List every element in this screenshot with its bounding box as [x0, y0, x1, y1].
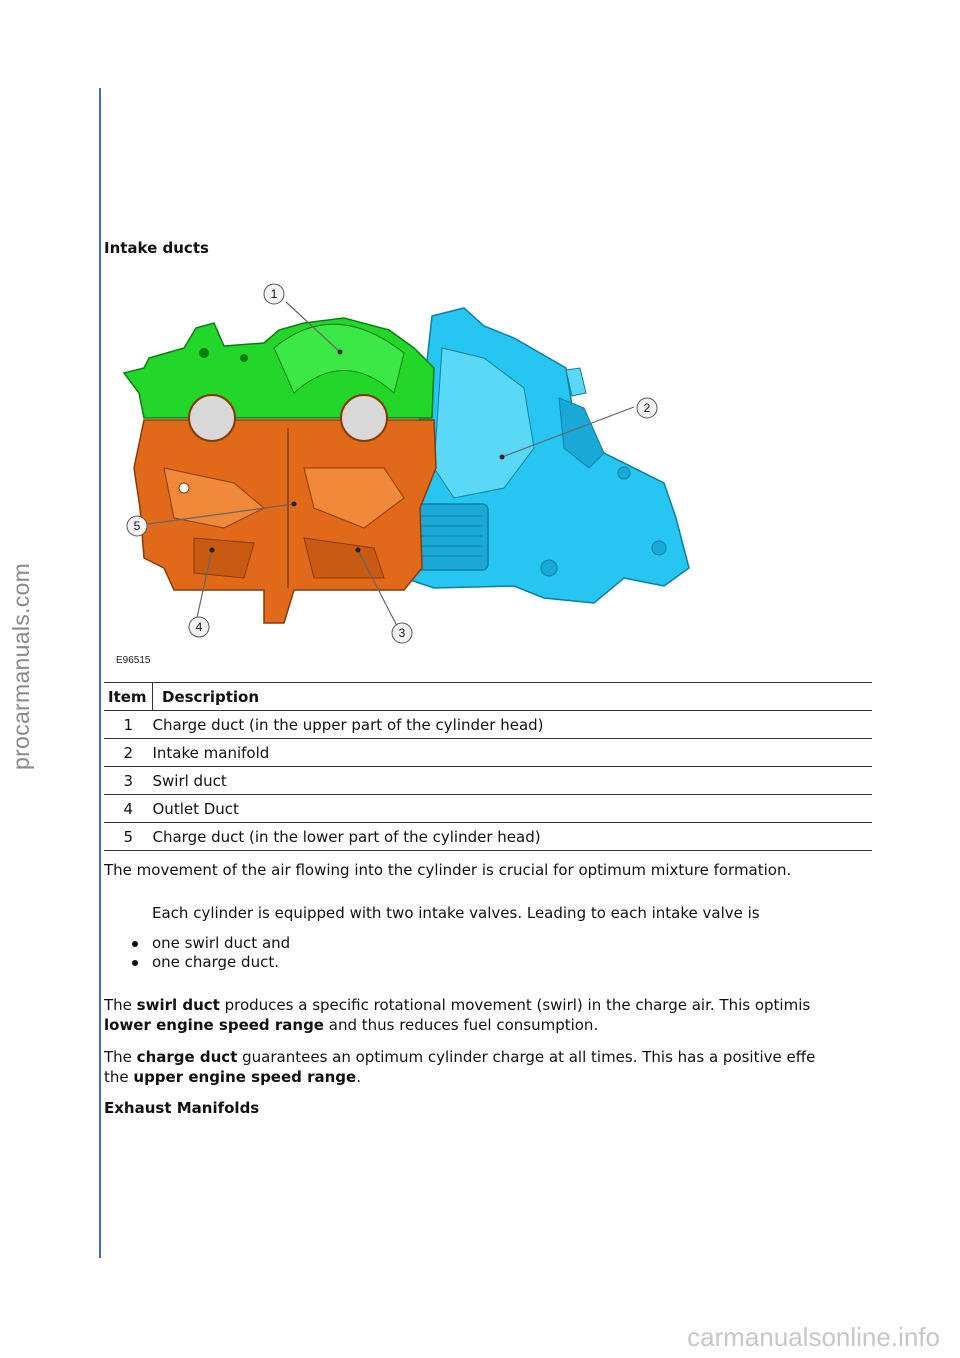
paragraph-swirl-duct: The swirl duct produces a specific rotational movement (swirl) in the charge air. This optimis lower engine speed range and thus reduces fuel consumption. [104, 996, 811, 1034]
term-upper-engine-speed-range: upper engine speed range [133, 1068, 357, 1086]
term-charge-duct: charge duct [136, 1048, 238, 1066]
callout-1 [264, 284, 284, 304]
margin-rule [99, 88, 101, 1258]
table-cell-item: 3 [104, 767, 153, 795]
table-cell-description: Charge duct (in the lower part of the cylinder head) [153, 823, 873, 851]
paragraph-charge-duct: The charge duct guarantees an optimum cylinder charge at all times. This has a positive effe the upper engine speed range. [104, 1048, 816, 1086]
callout-3 [392, 623, 412, 643]
side-watermark: procarmanuals.com [8, 562, 34, 770]
callout-2 [637, 398, 657, 418]
paragraph-movement: The movement of the air flowing into the cylinder is crucial for optimum mixture formation. [104, 861, 792, 879]
svg-text:5: 5 [133, 519, 141, 533]
callout-5 [127, 516, 147, 536]
paragraph-intake-valves: Each cylinder is equipped with two intake valves. Leading to each intake valve is [152, 904, 760, 922]
section-heading-intake-ducts: Intake ducts [104, 239, 209, 257]
term-lower-engine-speed-range: lower engine speed range [104, 1016, 324, 1034]
engine-illustration [104, 268, 744, 668]
intake-ducts-figure [104, 268, 744, 668]
callout-4 [189, 617, 209, 637]
bottom-watermark: carmanualsonline.info [687, 1322, 940, 1352]
cylinder-head-lower-shape [134, 395, 436, 623]
item-description-table [104, 682, 872, 851]
table-cell-description: Swirl duct [153, 767, 873, 795]
table-cell-description: Charge duct (in the upper part of the cylinder head) [153, 711, 873, 739]
svg-text:3: 3 [398, 626, 406, 640]
figure-code: E96515 [116, 655, 151, 666]
svg-text:2: 2 [643, 401, 651, 415]
svg-text:1: 1 [270, 287, 278, 301]
table-row [104, 795, 872, 823]
table-cell-item: 2 [104, 739, 153, 767]
table-header-item: Item [104, 683, 153, 711]
table-cell-item: 5 [104, 823, 153, 851]
table-cell-item: 4 [104, 795, 153, 823]
table-row [104, 711, 872, 739]
term-swirl-duct: swirl duct [136, 996, 220, 1014]
list-item: one swirl duct and [152, 934, 291, 952]
table-cell-description: Intake manifold [153, 739, 873, 767]
table-cell-item: 1 [104, 711, 153, 739]
list-item: one charge duct. [152, 953, 290, 972]
intake-manifold-shape [404, 308, 689, 603]
duct-bullet-list [152, 934, 290, 972]
svg-text:4: 4 [195, 620, 203, 634]
table-header-row [104, 683, 872, 711]
section-heading-exhaust-manifolds: Exhaust Manifolds [104, 1099, 260, 1117]
table-row [104, 823, 872, 851]
table-row [104, 739, 872, 767]
table-row [104, 767, 872, 795]
table-cell-description: Outlet Duct [153, 795, 873, 823]
table-header-description: Description [153, 683, 873, 711]
